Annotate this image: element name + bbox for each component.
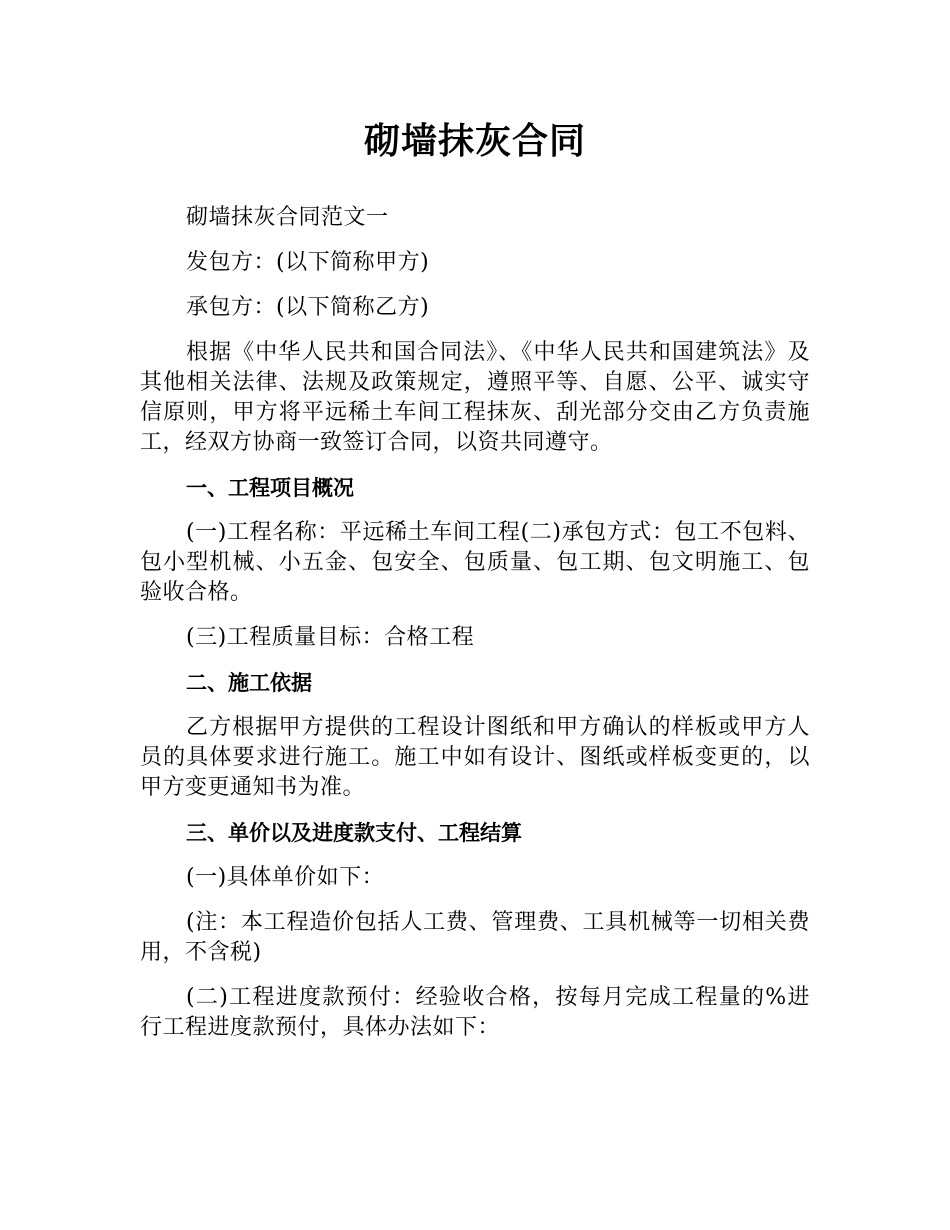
paragraph-template-name: 砌墙抹灰合同范文一 bbox=[186, 205, 389, 230]
paragraph-quality-target: (三)工程质量目标：合格工程 bbox=[186, 625, 475, 650]
paragraph-party-b: 承包方：(以下简称乙方) bbox=[186, 295, 430, 320]
paragraph-preamble: 根据《中华人民共和国合同法》、《中华人民共和国建筑法》及其他相关法律、法规及政策规定，遵照平等、自愿、公平、诚实守信原则，甲方将平远稀土车间工程抹灰、刮光部分交由乙方负责施工，经双方协商一致签订合同，以资共同遵守。 bbox=[140, 340, 810, 455]
paragraph-project-name: (一)工程名称：平远稀土车间工程(二)承包方式：包工不包料、包小型机械、小五金、包安全、包质量、包工期、包文明施工、包验收合格。 bbox=[140, 520, 810, 605]
paragraph-unit-price: (一)具体单价如下： bbox=[186, 865, 385, 890]
paragraph-price-note: (注：本工程造价包括人工费、管理费、工具机械等一切相关费用，不含税) bbox=[140, 910, 810, 965]
paragraph-party-a: 发包方：(以下简称甲方) bbox=[186, 250, 430, 275]
section-heading-construction-basis: 二、施工依据 bbox=[186, 671, 312, 695]
paragraph-construction-basis: 乙方根据甲方提供的工程设计图纸和甲方确认的样板或甲方人员的具体要求进行施工。施工中如有设计、图纸或样板变更的，以甲方变更通知书为准。 bbox=[140, 715, 810, 800]
section-heading-project-overview: 一、工程项目概况 bbox=[186, 476, 354, 500]
document-body bbox=[140, 203, 810, 1058]
section-heading-pricing-payment: 三、单价以及进度款支付、工程结算 bbox=[186, 821, 522, 845]
paragraph-progress-payment: (二)工程进度款预付：经验收合格，按每月完成工程量的%进行工程进度款预付，具体办法如下： bbox=[140, 985, 810, 1040]
document-title: 砌墙抹灰合同 bbox=[363, 121, 586, 162]
